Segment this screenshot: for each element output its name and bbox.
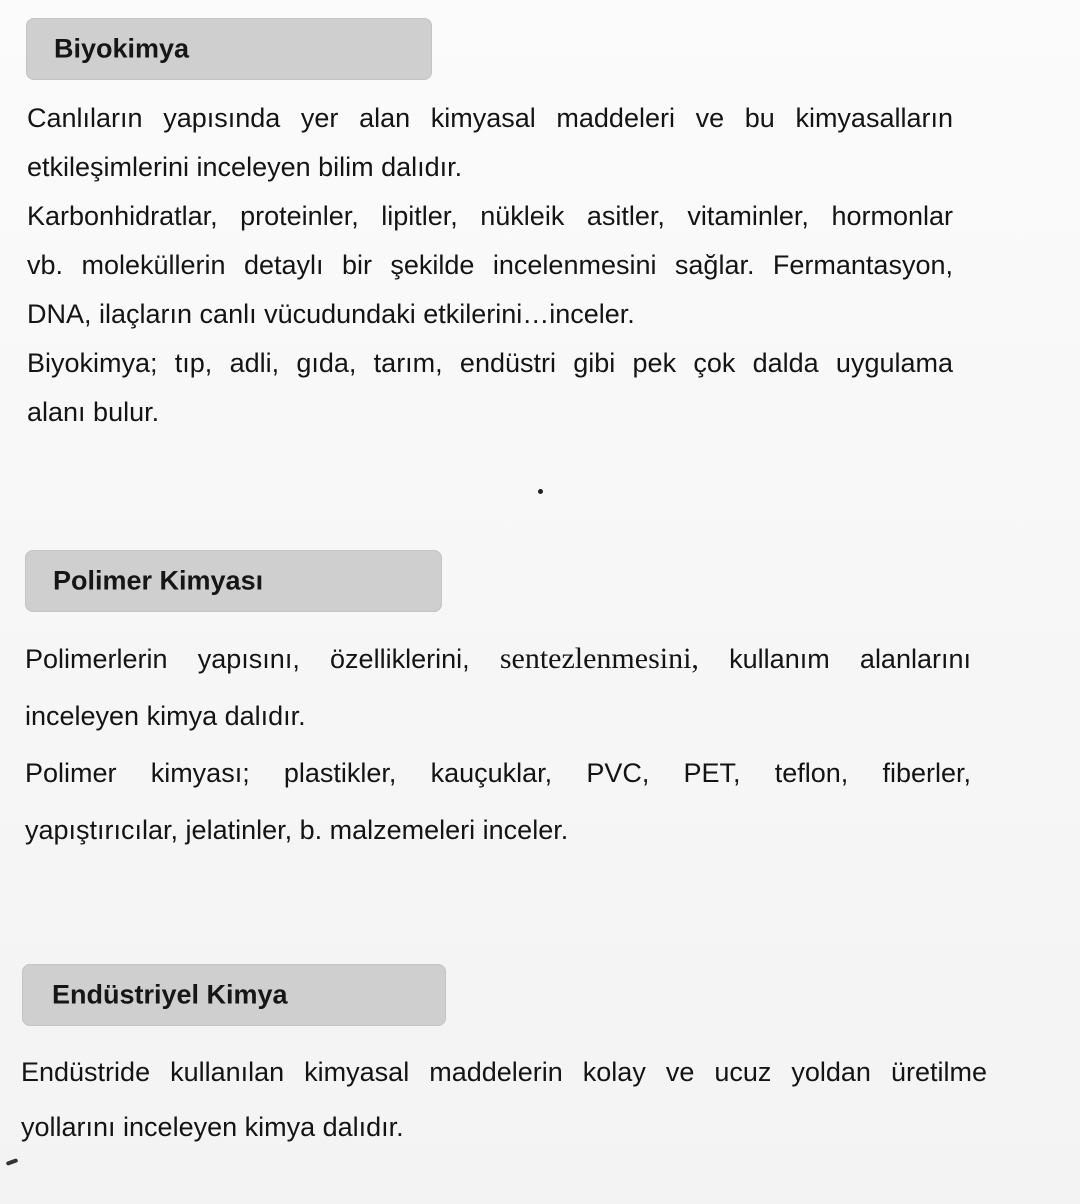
section-body-polimer bbox=[25, 630, 971, 859]
text-segment-serif: sentezlenmesini, bbox=[499, 642, 699, 675]
text-line: Canlıların yapısında yer alan kimyasal maddeleri ve bu kimyasalların bbox=[27, 103, 953, 133]
heading-text: Biyokimya bbox=[54, 33, 190, 64]
text-segment: Polimerlerin yapısını, özelliklerini, bbox=[25, 644, 500, 674]
text-line: Endüstride kullanılan kimyasal maddelerin kolay ve ucuz yoldan üretilme bbox=[21, 1057, 987, 1087]
text-line: vb. moleküllerin detaylı bir şekilde incelenmesini sağlar. Fermantasyon, bbox=[27, 250, 953, 280]
text-line: alanı bulur. bbox=[27, 397, 160, 427]
section-heading-polimer bbox=[25, 550, 442, 612]
section-body-biyokimya bbox=[27, 94, 953, 437]
text-line: etkileşimlerini inceleyen bilim dalıdır. bbox=[27, 152, 463, 182]
heading-text: Endüstriyel Kimya bbox=[52, 979, 288, 1010]
section-body-endustriyel bbox=[21, 1045, 987, 1155]
text-line bbox=[25, 630, 971, 688]
text-line: inceleyen kimya dalıdır. bbox=[25, 701, 306, 731]
text-line: Polimer kimyası; plastikler, kauçuklar, PVC, PET, teflon, fiberler, bbox=[25, 758, 971, 788]
heading-text: Polimer Kimyası bbox=[53, 565, 264, 596]
section-heading-biyokimya bbox=[26, 18, 432, 80]
text-line: DNA, ilaçların canlı vücudundaki etkilerini…inceler. bbox=[27, 299, 635, 329]
stray-dot bbox=[538, 489, 543, 494]
text-line: Biyokimya; tıp, adli, gıda, tarım, endüstri gibi pek çok dalda uygulama bbox=[27, 348, 953, 378]
text-line: Karbonhidratlar, proteinler, lipitler, nükleik asitler, vitaminler, hormonlar bbox=[27, 201, 953, 231]
section-heading-endustriyel bbox=[22, 964, 446, 1026]
pen-mark bbox=[6, 1158, 19, 1166]
text-segment: kullanım alanlarını bbox=[698, 644, 971, 674]
text-line: yollarını inceleyen kimya dalıdır. bbox=[21, 1112, 404, 1142]
text-line: yapıştırıcılar, jelatinler, b. malzemeleri inceler. bbox=[25, 815, 569, 845]
